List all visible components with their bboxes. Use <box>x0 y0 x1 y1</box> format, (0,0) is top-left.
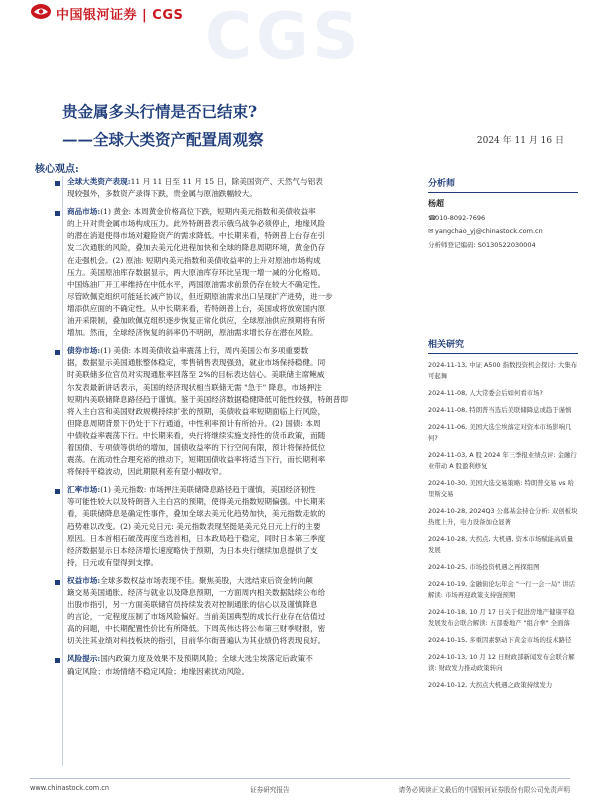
research-item-line: 2024-11-03, A 股 2024 年三季报业绩点评: 金融行 <box>428 451 577 459</box>
watermark: CGS <box>205 0 363 74</box>
bullet-fx: 汇率市场:(1) 美元指数: 市场押注美联储降息路径趋于谨慎，美国经济韧性 等可能性较大以及特朗普入主白宫的预期，使得美元指数短期偏强。中长期来 看，美联储降息是确定性事件，叠加全球去美元化趋势加快，美元指数走软的 趋势难以改变。(2) 美元兑日元: 美元指数表现坚挺是美元兑日元上行的主要 原因。日本首相石破茂再度当选首相，日本政局趋于稳定，同时日本第三季度 经济数据显示日本经济增长速度略快于预期，为日本央行继续加息提供了支 持，日元或有望得到支撑。 <box>65 484 410 569</box>
core-views <box>65 176 410 684</box>
report-title: 贵金属多头行情是否已结束? <box>62 102 258 121</box>
company-logo-text: 中国银河证券 | CGS <box>56 8 184 23</box>
title-block <box>62 100 264 150</box>
research-item-line: 热度上升，电力设备加仓显著 <box>428 518 512 526</box>
footer-website[interactable]: www.chinastock.com.cn <box>30 784 110 792</box>
research-item-line: 可起舞 <box>428 372 448 380</box>
research-item-line: 解读: 市场再迎政策支持强预期 <box>428 591 516 599</box>
research-item-line: 发展 <box>428 546 441 554</box>
research-item[interactable] <box>428 579 578 601</box>
bullet-global-assets: 全球大类资产表现:11 月 11 日至 11 月 15 日，除美国资产、天然气与铝表 现较强外，多数资产录得下跌，贵金属与原油跌幅较大。 <box>65 176 410 200</box>
analyst-heading: 分析师 <box>428 176 578 193</box>
bullet-equities: 权益市场:全球多数权益市场表现不佳。聚焦美股，大选结束后资金转向颠 簸交易美国通胀、经济与就业以及降息预期，一方面周内相关数据陆续公布给 出股市指引，另一方面美联储官员持续发表对控制通胀的信心以及谨慎降息 的言论，一定程度压制了市场风险偏好。当前美国典型的成长行业存在估值过 高的问题，中长期配置性价比有所降低。下周英伟达将公布第三财季财报，密 切关注其业绩对科技板块的指引，目前华尔街普遍认为其业绩仍将表现良好。 <box>65 575 410 648</box>
research-item-line: 2024-11-13, 中证 A500 指数投资机会探讨: 大集布 <box>428 361 578 369</box>
research-item[interactable] <box>428 422 578 444</box>
footer-disclaimer: 请务必阅读正文最后的中国银河证券股份有限公司免责声明 <box>398 786 570 794</box>
research-item-line: 读: 财政发力推动政策转向 <box>428 664 503 672</box>
research-item-line: 2024-11-06, 美国大选尘埃落定对资本市场影响几 <box>428 423 572 431</box>
email-icon: ✉ <box>428 227 434 235</box>
footer-doc-type: 证券研究报告 <box>250 786 290 794</box>
research-item[interactable] <box>428 534 578 556</box>
related-research-heading: 相关研究 <box>428 337 578 354</box>
bullet-heading: 债券市场: <box>67 346 101 356</box>
bullet-marker-icon <box>55 489 60 494</box>
analyst-registration: 分析师登记编码: S0130522030004 <box>428 241 536 249</box>
research-item-line: 2024-10-25, 市场投资机遇之再探组图 <box>428 563 540 571</box>
bullet-heading: 风险提示: <box>67 654 101 664</box>
research-item[interactable] <box>428 562 578 573</box>
research-item[interactable] <box>428 388 578 399</box>
related-research-list <box>428 360 578 691</box>
footer-divider <box>30 778 570 779</box>
research-item-line: 何? <box>428 434 438 442</box>
bullet-commodities: 商品市场:(1) 黄金: 本周黄金价格高位下跌，短期内美元指数和美债收益率 的上升对贵金属市场构成压力。此外特朗普表示俄乌战争必须停止，地缘风险 的潜在消退使得市场对避险资产的需求降低。中长期来看，特朗普上台存在引 发二次通胀的风险，叠加去美元化进程加快和全球的降息周期环境，黄金仍存 在走强机会。(2) 原油: 短期内美元指数和美债收益率的上升对原油市场构成 压力。美国原油库存数据显示，两大原油库存环比呈现一增一减的分化格局。 中国炼油厂开工率维持在中低水平，两国原油需求前景仍存在较大不确定性。 尽管欧佩克组织可能延长减产协议，但近期原油需求出口呈现扩产进势，进一步 增添供应面的不确定性。从中长期来看，若特朗普上台，美国或将放宽国内原 油开采限制，叠加欧佩克组织逐步恢复正常化供应，全球原油供应预期将有所 增加。然而，全球经济恢复的斜率仍不明朗，原油需求增长存在潜在风险。 <box>65 206 410 339</box>
research-item-line: 业带动 A 股盈利修复 <box>428 462 488 470</box>
bullet-marker-icon <box>55 350 60 355</box>
bullet-risk: 风险提示:国内政策力度及效果不及预期风险；全球大选尘埃落定后政策不 确定风险；市场情绪不稳定风险；地缘因素扰动风险。 <box>65 653 410 677</box>
report-date: 2024 年 11 月 16 日 <box>476 136 564 146</box>
bullet-marker-icon <box>55 658 60 663</box>
company-logo-icon <box>30 3 52 20</box>
core-views-label: 核心观点: <box>35 164 79 175</box>
research-item-line: 2024-11-08, 特朗普当选后美联储降息或趋于谨慎 <box>428 406 572 414</box>
analyst-email[interactable]: ✉ yangchao_yj@chinastock.com.cn <box>428 227 543 235</box>
analyst-phone: ☎010-8092-7696 <box>428 214 486 222</box>
bullet-bonds: 债券市场:(1) 美债: 本周美债收益率震荡上行，周内美国公布多项重要数 据，数据显示美国通胀整体稳定，零售销售表现强劲，就业市场保持稳健。同 时美联储多位官员对实现通胀率回落至 2%的目标表达信心。美联储主席鲍威 尔发表最新讲话表示，美国的经济现状相当联储无需 "急于" 降息，市场押注 短期内美联储降息路径趋于谨慎。鉴于美国经济数据稳健降低可能性较强，特朗普即 将入主白宫和美国财政规模持续扩张的预期，美债收益率短期面临上行风险， 但降息周期背景下仍处于下行通道，中性利率预计有所抬升。(2) 国债: 本周 中债收益率震荡下行。中长期来看，央行将继续实施支持性的货币政策，而随 着国债、专项债等供给的增加，国债收益率的下行空间有限，预计将保持低位 震荡。在流动性合理充裕的推动下，短期国债收益率将适当下行，而长期利率 将保持平稳波动，因此期限利差有望小幅收窄。 <box>65 345 410 478</box>
bullet-marker-icon <box>55 181 60 186</box>
bullet-heading: 汇率市场: <box>67 485 101 495</box>
bullet-heading: 商品市场: <box>67 207 101 217</box>
research-item-line: 里斯交易 <box>428 490 454 498</box>
research-item-line: 发展发布会联合解读: 五部委地产 "组合拳" 全面落 <box>428 619 570 627</box>
report-subtitle: ——全球大类资产配置周观察 <box>62 130 264 149</box>
research-item[interactable] <box>428 478 578 500</box>
research-item[interactable] <box>428 652 578 674</box>
research-item[interactable] <box>428 607 578 629</box>
research-item-line: 2024-10-30, 美国大选交易策略: 特朗普交易 vs 哈 <box>428 479 575 487</box>
research-item-line: 2024-11-08, 人大常委会后如何看市场? <box>428 389 543 397</box>
bullet-heading: 权益市场: <box>67 575 101 585</box>
research-item[interactable] <box>428 635 578 646</box>
analyst-name: 杨超 <box>428 199 444 208</box>
research-item[interactable] <box>428 450 578 472</box>
research-item-line: 2024-10-18, 10 月 17 日关于促进房地产健康平稳 <box>428 608 575 616</box>
research-item[interactable] <box>428 405 578 416</box>
research-item-line: 2024-10-15, 多重因素驱动下黄金市场的技术路径 <box>428 636 572 644</box>
bullet-heading: 全球大类资产表现: <box>67 177 131 186</box>
research-item-line: 2024-10-19, 金融街论坛年会 "一行一会一局" 讲话 <box>428 580 576 588</box>
research-item-line: 2024-10-28, 大拐点, 大机遇, 资本市场赋能高质量 <box>428 535 574 543</box>
research-item[interactable] <box>428 680 578 691</box>
bullet-marker-icon <box>55 211 60 216</box>
research-item[interactable] <box>428 506 578 528</box>
section-divider <box>62 176 63 766</box>
research-item[interactable] <box>428 360 578 382</box>
research-item-line: 2024-10-28, 2024Q3 公募基金持仓分析: 双创板块 <box>428 507 578 515</box>
bullet-marker-icon <box>55 580 60 585</box>
research-item-line: 2024-10-13, 10 月 12 日财政部新闻发布会联合解 <box>428 653 575 661</box>
sidebar <box>428 176 578 691</box>
phone-icon: ☎ <box>428 214 437 222</box>
research-item-line: 2024-10-12, 大拐点大机遇之政策持续发力 <box>428 681 553 689</box>
